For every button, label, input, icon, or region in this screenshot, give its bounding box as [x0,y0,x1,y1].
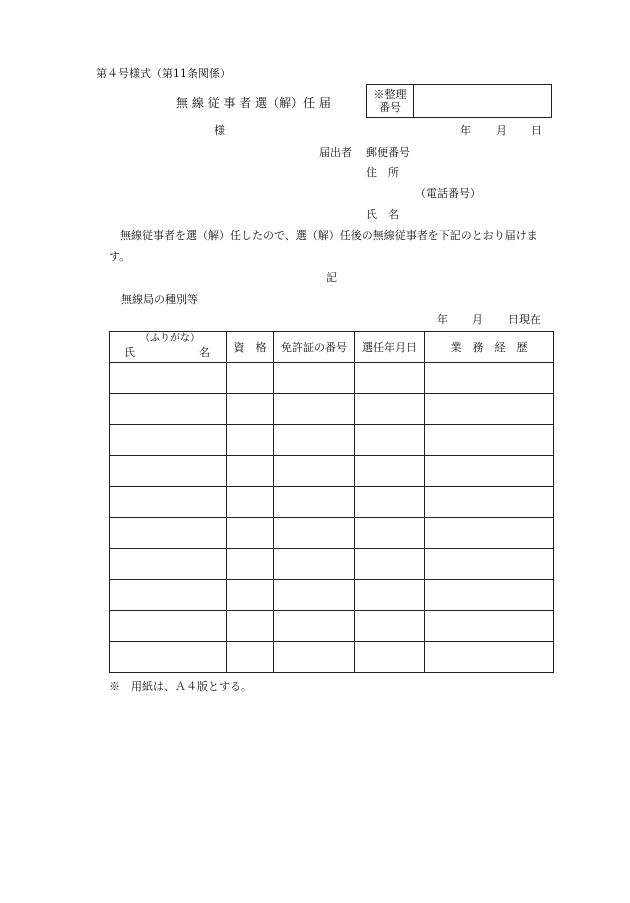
cell-license-number[interactable] [274,363,355,394]
table-row [110,456,554,487]
as-of-year-label: 年 [437,313,448,326]
header-qualification: 資 格 [227,332,274,363]
phone-number-label: （電話番号） [415,187,481,200]
cell-qualification[interactable] [227,611,274,642]
form-number: 第４号様式（第11条関係） [96,67,231,80]
cell-career[interactable] [425,549,554,580]
cell-license-number[interactable] [274,456,355,487]
cell-license-number[interactable] [274,549,355,580]
cell-career[interactable] [425,642,554,673]
reference-number-box [366,84,552,118]
table-header-row [110,332,554,363]
as-of-month-label: 月 [472,313,483,326]
cell-license-number[interactable] [274,518,355,549]
cell-career[interactable] [425,425,554,456]
header-name [110,332,227,363]
header-career: 業 務 経 歴 [425,332,554,363]
notifier-label: 届出者 [319,146,352,159]
cell-career[interactable] [425,611,554,642]
name-label: 氏 名 [366,208,399,221]
cell-qualification[interactable] [227,456,274,487]
cell-qualification[interactable] [227,642,274,673]
ki-heading: 記 [326,271,337,284]
cell-career[interactable] [425,456,554,487]
cell-name[interactable] [110,580,227,611]
cell-name[interactable] [110,518,227,549]
cell-appointment-date[interactable] [355,642,425,673]
cell-name[interactable] [110,456,227,487]
cell-name[interactable] [110,487,227,518]
station-type-label: 無線局の種別等 [121,293,198,306]
cell-qualification[interactable] [227,518,274,549]
cell-license-number[interactable] [274,611,355,642]
form-title: 無 線 従 事 者 選（解）任 届 [176,96,331,110]
cell-license-number[interactable] [274,642,355,673]
addressee-suffix: 様 [214,124,225,137]
body-text-line1: 無線従事者を選（解）任したので、選（解）任後の無線従事者を下記のとおり届けま [109,229,538,242]
cell-qualification[interactable] [227,580,274,611]
cell-name[interactable] [110,611,227,642]
cell-career[interactable] [425,394,554,425]
table-row [110,425,554,456]
as-of-day-label: 日現在 [508,313,541,326]
reference-label-line1: ※整理 [373,88,407,101]
body-text-line2: す。 [109,250,131,263]
cell-appointment-date[interactable] [355,611,425,642]
cell-appointment-date[interactable] [355,394,425,425]
table-row [110,611,554,642]
date-month-label: 月 [496,124,507,137]
reference-number-label [367,85,414,117]
header-name-family: 氏 [124,346,135,359]
date-year-label: 年 [460,124,471,137]
table-row [110,518,554,549]
cell-license-number[interactable] [274,394,355,425]
cell-appointment-date[interactable] [355,487,425,518]
cell-license-number[interactable] [274,580,355,611]
cell-name[interactable] [110,394,227,425]
header-license-number: 免許証の番号 [274,332,355,363]
postal-code-label: 郵便番号 [366,146,410,159]
cell-appointment-date[interactable] [355,456,425,487]
cell-qualification[interactable] [227,425,274,456]
table-row [110,487,554,518]
footnote: ※ 用紙は、Ａ４版とする。 [109,680,252,693]
cell-appointment-date[interactable] [355,425,425,456]
cell-career[interactable] [425,487,554,518]
cell-license-number[interactable] [274,487,355,518]
address-label: 住 所 [366,166,399,179]
cell-career[interactable] [425,580,554,611]
cell-career[interactable] [425,363,554,394]
table-row [110,549,554,580]
reference-number-field[interactable] [414,85,551,117]
cell-name[interactable] [110,425,227,456]
cell-appointment-date[interactable] [355,518,425,549]
cell-appointment-date[interactable] [355,549,425,580]
cell-qualification[interactable] [227,394,274,425]
table-row [110,363,554,394]
cell-qualification[interactable] [227,549,274,580]
table-row [110,580,554,611]
table-row [110,394,554,425]
header-appointment-date: 選任年月日 [355,332,425,363]
cell-license-number[interactable] [274,425,355,456]
cell-appointment-date[interactable] [355,580,425,611]
date-day-label: 日 [531,124,542,137]
cell-name[interactable] [110,549,227,580]
cell-qualification[interactable] [227,487,274,518]
radio-operator-table [109,331,554,673]
cell-name[interactable] [110,642,227,673]
cell-appointment-date[interactable] [355,363,425,394]
table-row [110,642,554,673]
reference-label-line2: 番号 [379,101,401,114]
header-name-given: 名 [199,346,210,359]
header-furigana: （ふりがな） [140,333,200,344]
cell-qualification[interactable] [227,363,274,394]
cell-career[interactable] [425,518,554,549]
cell-name[interactable] [110,363,227,394]
